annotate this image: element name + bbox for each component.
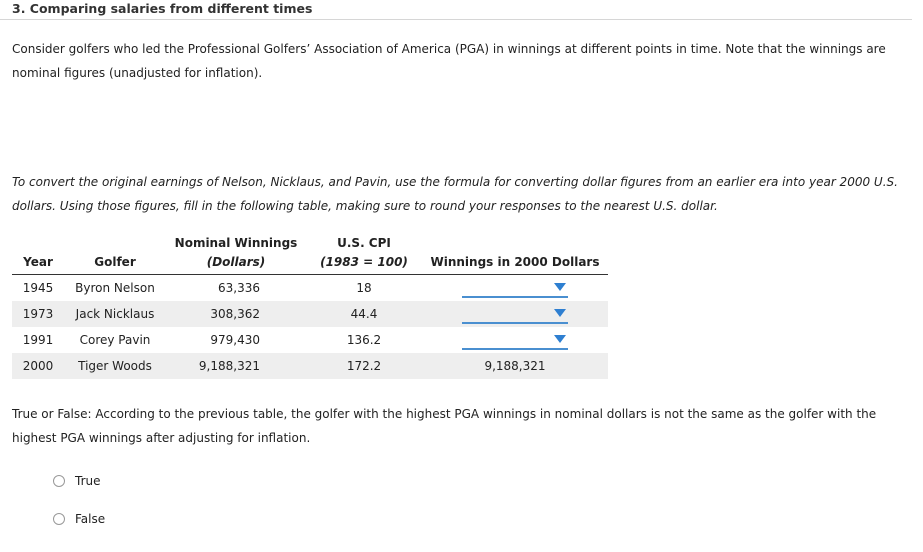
option-true[interactable] <box>53 474 101 488</box>
cell-year: 1945 <box>22 281 54 295</box>
cell-nominal: 308,362 <box>166 301 306 327</box>
header-cpi: U.S. CPI <box>337 236 391 250</box>
true-false-prompt: True or False: According to the previous table, the golfer with the highest PGA winnings in nominal dollars is not the same as the golfer with the highest PGA winnings after adjusting for inflation. <box>12 407 877 445</box>
radio-false[interactable] <box>53 513 65 525</box>
cell-cpi: 44.4 <box>306 301 422 327</box>
winnings-2000-dropdown[interactable] <box>462 330 568 350</box>
cell-nominal: 979,430 <box>210 333 260 347</box>
cell-cpi: 172.2 <box>306 353 422 379</box>
cell-year: 1973 <box>12 301 64 327</box>
table-row <box>12 353 608 379</box>
chevron-down-icon <box>554 309 566 317</box>
header-nominal-winnings: Nominal Winnings <box>174 236 298 250</box>
instructions-text: To convert the original earnings of Nelson, Nicklaus, and Pavin, use the formula for converting dollar figures from an earlier era into year 2000 U.S. dollars. Using those figures, fill in the following table, making sure to round your responses to the nearest U.S. dollar. <box>12 175 898 213</box>
chevron-down-icon <box>554 335 566 343</box>
table-row <box>12 301 608 327</box>
table-header-row-1 <box>12 230 608 250</box>
cell-nominal: 9,188,321 <box>166 353 306 379</box>
cell-winnings-2000: 9,188,321 <box>422 353 608 379</box>
cell-nominal: 63,336 <box>218 281 260 295</box>
cell-cpi: 136.2 <box>346 333 382 347</box>
cell-cpi: 18 <box>356 281 372 295</box>
cell-year: 1991 <box>22 333 54 347</box>
cell-golfer: Corey Pavin <box>79 333 151 347</box>
winnings-2000-dropdown[interactable] <box>462 278 568 298</box>
header-nominal-units: (Dollars) <box>166 250 306 275</box>
cell-golfer: Jack Nicklaus <box>64 301 166 327</box>
option-true-label: True <box>75 474 101 488</box>
intro-text: Consider golfers who led the Professional Golfers’ Association of America (PGA) in winnings at different points in time. Note that the winnings are nominal figures (unadjusted for inflation). <box>12 42 886 80</box>
question-title: 3. Comparing salaries from different times <box>0 0 912 20</box>
option-false[interactable] <box>53 512 105 526</box>
header-year: Year <box>12 250 64 275</box>
winnings-2000-dropdown[interactable] <box>462 304 568 324</box>
header-cpi-base: (1983 = 100) <box>306 250 422 275</box>
radio-true[interactable] <box>53 475 65 487</box>
cell-golfer: Tiger Woods <box>64 353 166 379</box>
salary-table <box>12 230 608 379</box>
cell-year: 2000 <box>12 353 64 379</box>
table-header-row-2 <box>12 250 608 275</box>
header-winnings-2000: Winnings in 2000 Dollars <box>422 250 608 275</box>
option-false-label: False <box>75 512 106 526</box>
header-golfer: Golfer <box>64 250 166 275</box>
table-row <box>12 327 608 353</box>
table-row <box>12 275 608 302</box>
cell-golfer: Byron Nelson <box>75 281 155 295</box>
chevron-down-icon <box>554 283 566 291</box>
